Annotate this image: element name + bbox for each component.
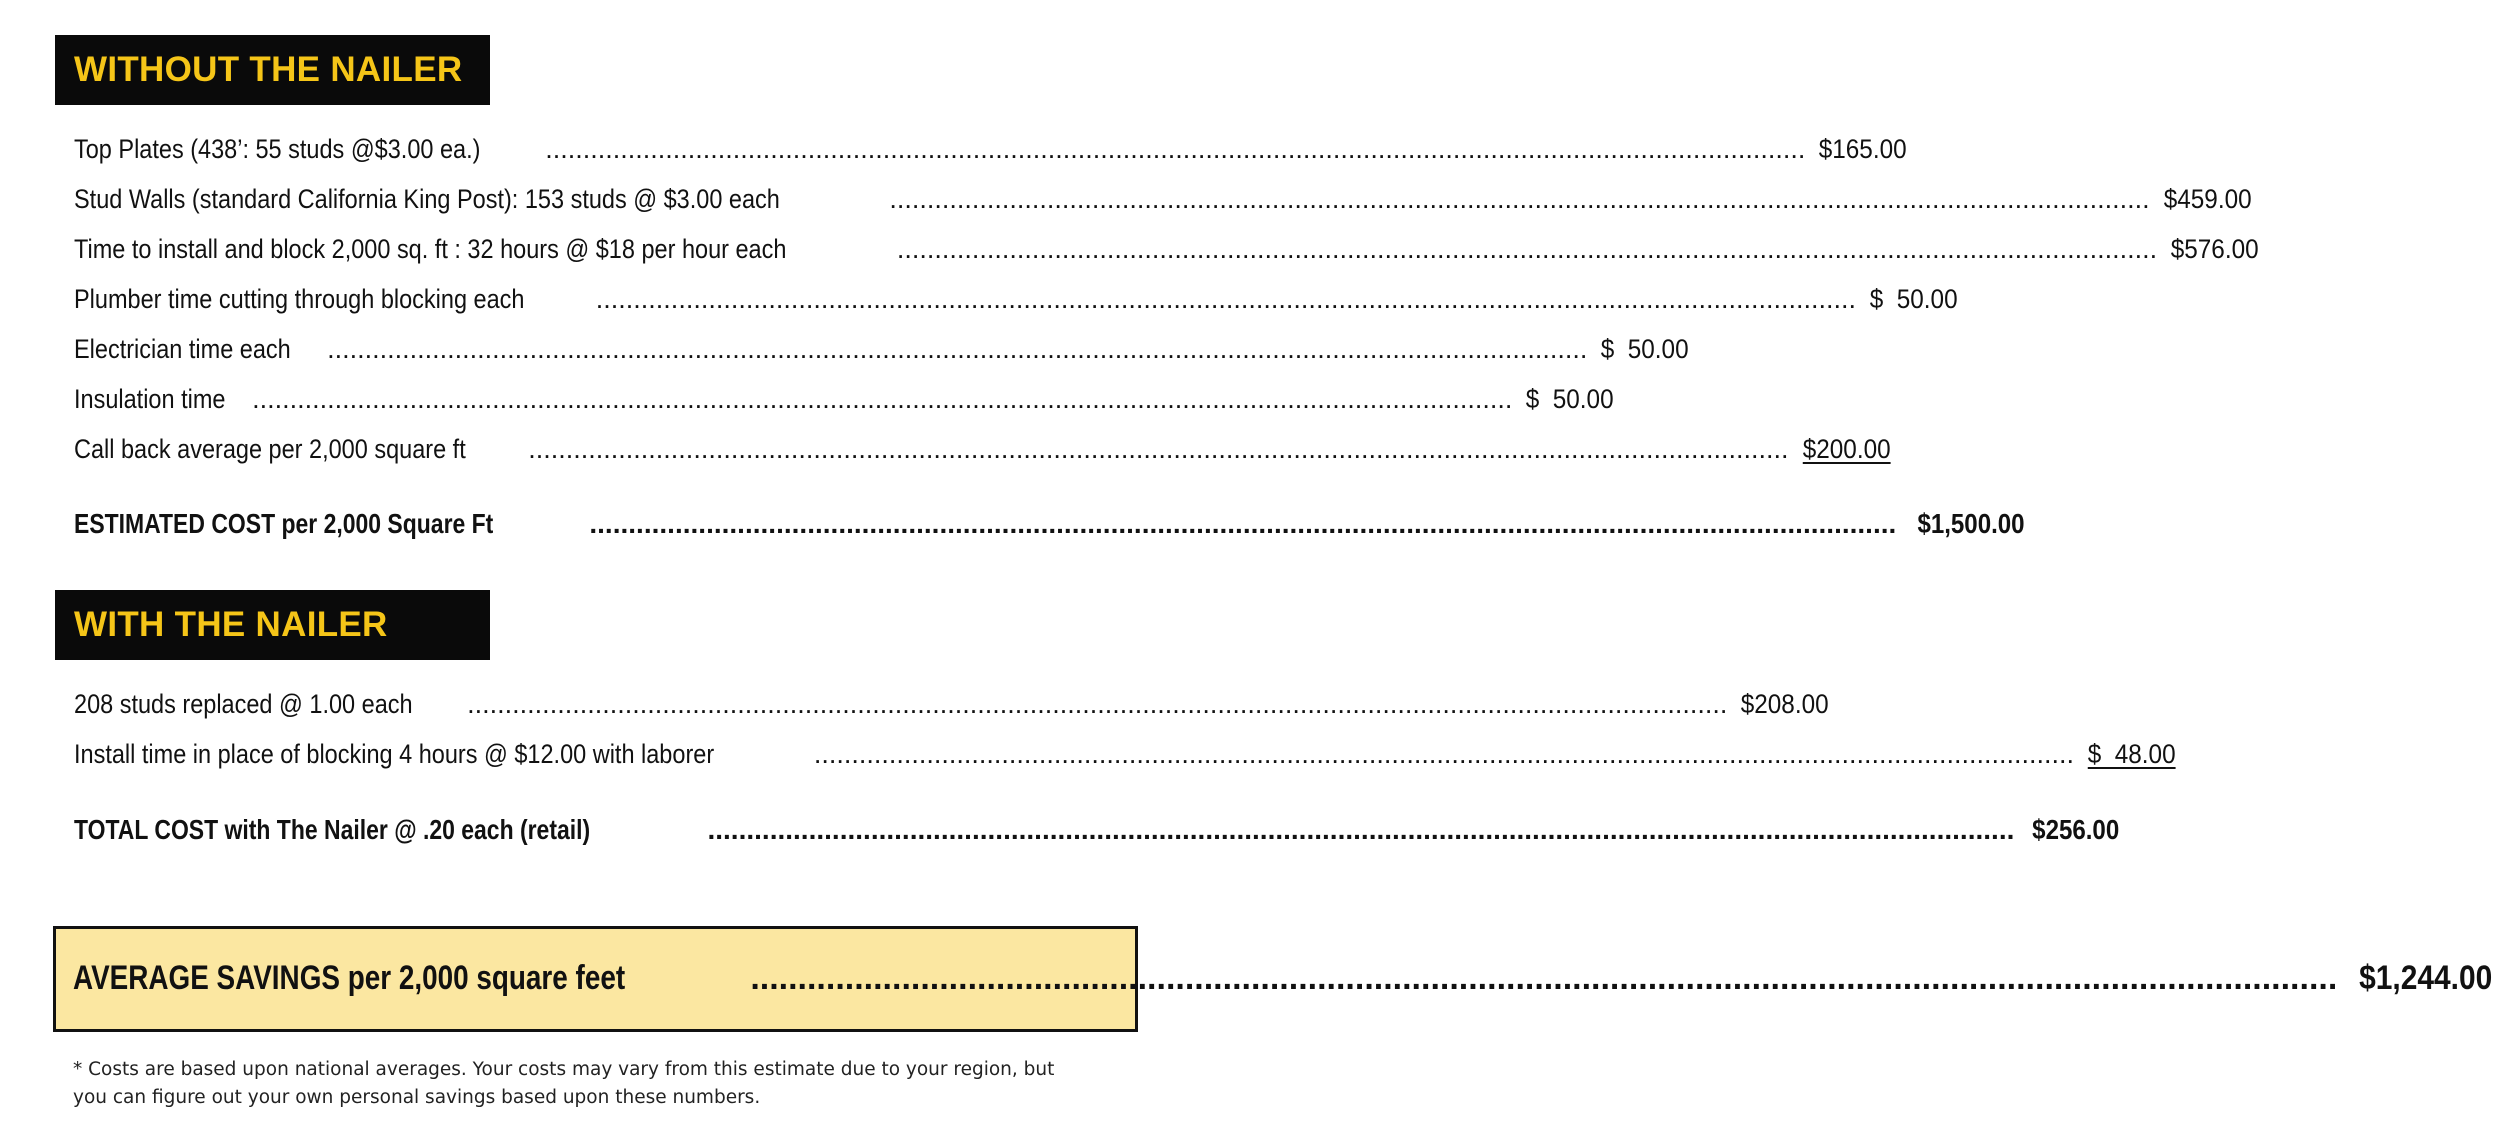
cost-row-studs-replaced — [74, 689, 1830, 729]
cost-row-electrician — [74, 334, 1689, 374]
savings-amount: $1,244.00 — [2359, 959, 2493, 997]
row-label: Install time in place of blocking 4 hours @ $12.00 with laborer — [74, 739, 715, 769]
row-amount: $ 50.00 — [1601, 334, 1689, 364]
section-header-with — [55, 590, 490, 660]
dot-leader: ........................................................................................................................................................................ — [252, 384, 1513, 414]
cost-row-stud-walls — [74, 184, 2252, 224]
row-label: 208 studs replaced @ 1.00 each — [74, 689, 413, 719]
section-header-without — [55, 35, 490, 105]
row-label: Call back average per 2,000 square ft — [74, 434, 466, 464]
footnote-line-2: you can figure out your own personal savings based upon these numbers. — [73, 1087, 761, 1108]
footnote-line-1: * Costs are based upon national averages. Your costs may vary from this estimate due to your region, but — [73, 1059, 1055, 1080]
dot-leader: ........................................................................................................................................................................ — [889, 184, 2150, 214]
dot-leader: ........................................................................................................................................................................ — [707, 814, 2015, 845]
row-label: Plumber time cutting through blocking each — [74, 284, 525, 314]
row-amount: $ 48.00 — [2087, 739, 2176, 769]
dot-leader: ........................................................................................................................................................................ — [896, 234, 2158, 264]
row-amount: $ 50.00 — [1526, 384, 1614, 414]
cost-row-call-back — [74, 434, 1891, 474]
row-label: Electrician time each — [74, 334, 291, 364]
savings-box — [53, 926, 2493, 1032]
dot-leader: ........................................................................................................................................................................ — [595, 284, 1857, 314]
row-amount: $165.00 — [1819, 134, 1908, 164]
cost-row-insulation — [74, 384, 1614, 424]
dot-leader: ........................................................................................................................................................................ — [467, 689, 1728, 719]
row-amount: $459.00 — [2163, 184, 2252, 214]
estimated-cost-total — [74, 508, 2025, 548]
cost-row-top-plates — [74, 134, 1908, 174]
total-label: ESTIMATED COST per 2,000 Square Ft — [74, 508, 494, 539]
row-label: Insulation time — [74, 384, 226, 414]
footnote — [73, 1056, 1133, 1112]
dot-leader: ........................................................................................................................................................................ — [750, 959, 2338, 997]
total-amount: $1,500.00 — [1917, 508, 2025, 539]
total-cost-with-nailer — [74, 814, 2120, 854]
cost-row-plumber — [74, 284, 1958, 324]
dot-leader: ........................................................................................................................................................................ — [589, 508, 1897, 539]
cost-row-install-blocking — [74, 739, 2176, 779]
row-amount: $ 50.00 — [1869, 284, 1958, 314]
dot-leader: ........................................................................................................................................................................ — [545, 134, 1806, 164]
total-amount: $256.00 — [2032, 814, 2120, 845]
average-savings — [73, 959, 2493, 999]
section-title-without: WITHOUT THE NAILER — [74, 50, 463, 89]
row-amount: $200.00 — [1802, 434, 1891, 464]
row-label: Stud Walls (standard California King Post): 153 studs @ $3.00 each — [74, 184, 780, 214]
dot-leader: ........................................................................................................................................................................ — [327, 334, 1588, 364]
savings-label: AVERAGE SAVINGS per 2,000 square feet — [73, 959, 626, 997]
dot-leader: ........................................................................................................................................................................ — [528, 434, 1789, 464]
total-label: TOTAL COST with The Nailer @ .20 each (retail) — [74, 814, 591, 845]
row-amount: $576.00 — [2170, 234, 2259, 264]
row-label: Time to install and block 2,000 sq. ft : 32 hours @ $18 per hour each — [74, 234, 787, 264]
dot-leader: ........................................................................................................................................................................ — [813, 739, 2075, 769]
section-title-with: WITH THE NAILER — [74, 605, 388, 644]
row-label: Top Plates (438’: 55 studs @$3.00 ea.) — [74, 134, 481, 164]
cost-row-install-time — [74, 234, 2259, 274]
row-amount: $208.00 — [1741, 689, 1830, 719]
